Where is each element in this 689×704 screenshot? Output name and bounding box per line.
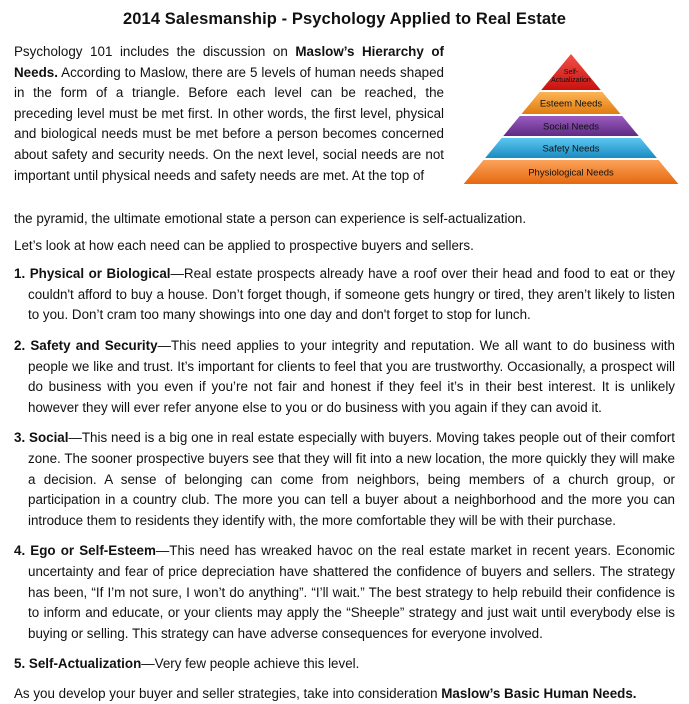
page-title: 2014 Salesmanship - Psychology Applied to Real Estate — [122, 10, 566, 28]
maslow-pyramid — [462, 54, 680, 186]
intro-text-start: Psychology 101 includes the discussion on — [14, 44, 296, 59]
closing-paragraph — [14, 684, 675, 704]
need-description: —This need has wreaked havoc on the real estate market in recent years. Economic uncertainty and fear of price depreciation have shattered the confidence of buyers and sellers. The strategy has been, “If I’m not sure, I won’t do anything”. “I’ll wait.” The best strategy to help rebuild their confidence is to inform and educate, or your clients may apply the “Sheeple” strategy and just wait until everybody else is buying or selling. This strategy can have adverse consequences for everyone involved. — [28, 543, 675, 641]
pyramid-level-label: Physiological Needs — [528, 167, 614, 179]
need-number: 5. — [14, 656, 26, 672]
pyramid-level-label: Safety Needs — [542, 143, 600, 155]
intro-text-rest: According to Maslow, there are 5 levels of human needs shaped in the form of a triangle. Before each level can be reached, the preceding level must be met first. In other words, the first level, physical and biological needs must be met before a person becomes concerned about safety and security needs. On the next level, social needs are not important until physical needs and safety needs are met. At the top of — [14, 64, 444, 183]
need-number: 4. — [14, 543, 26, 559]
intro-tail: the pyramid, the ultimate emotional state a person can experience is self-actualization. — [14, 211, 527, 226]
need-description: —Real estate prospects already have a roof over their head and food to eat or they couldn't afford to buy a house. Don’t forget though, if someone gets hungry or tired, they aren’t likely to listen to you. Don’t cram too many showings into one day and don't forget to stop for lunch. — [28, 266, 675, 323]
need-number: 2. — [14, 337, 26, 353]
need-item — [14, 654, 675, 675]
need-number: 3. — [14, 430, 26, 446]
needs-list — [14, 264, 675, 675]
need-term: Safety and Security — [30, 337, 158, 353]
need-item — [14, 264, 675, 326]
closing-text: As you develop your buyer and seller strategies, take into consideration — [14, 685, 442, 701]
need-term: Social — [29, 430, 69, 446]
need-item — [14, 541, 675, 644]
intro-paragraph — [14, 42, 444, 186]
need-item — [14, 428, 675, 531]
need-term: Self-Actualization — [28, 656, 142, 672]
need-term: Physical or Biological — [29, 266, 171, 282]
intro-section — [14, 42, 675, 210]
lead-paragraph: Let’s look at how each need can be applied to prospective buyers and sellers. — [14, 237, 474, 253]
need-item — [14, 336, 675, 418]
need-description: —This need applies to your integrity and reputation. We all want to do business with people we like and trust. It’s important for clients to feel that you are trustworthy. Occasionally, a prospect will do business with you even if you’re not fair and honest if they feel it’s in their best interest. It is unlikely however they will ever refer anyone else to you or do business with you again if they can avoid it. — [28, 337, 675, 415]
need-description: —Very few people achieve this level. — [141, 656, 360, 672]
pyramid-level-label: Esteem Needs — [539, 98, 603, 110]
intro-bold-term: Maslow’s Hierarchy of Needs. — [14, 44, 444, 80]
pyramid-level-label: Social Needs — [543, 121, 599, 133]
need-term: Ego or Self-Esteem — [30, 543, 156, 559]
need-description: —This need is a big one in real estate especially with buyers. Moving takes people out of their comfort zone. The sooner prospective buyers see that they will fit into a new location, the more quickly they will make a decision. A sense of belonging can come from neighbors, being members of a church group, or participation in a country club. The more you can tell a buyer about a neighborhood and the more you can introduce them to residents they identify with, the more comfortable they will be with their purchase. — [28, 430, 675, 528]
need-number: 1. — [14, 266, 26, 282]
pyramid-level-label: Actualization — [551, 77, 591, 84]
pyramid-level-label: Self- — [563, 69, 579, 76]
closing-bold-term: Maslow’s Basic Human Needs. — [441, 685, 637, 701]
